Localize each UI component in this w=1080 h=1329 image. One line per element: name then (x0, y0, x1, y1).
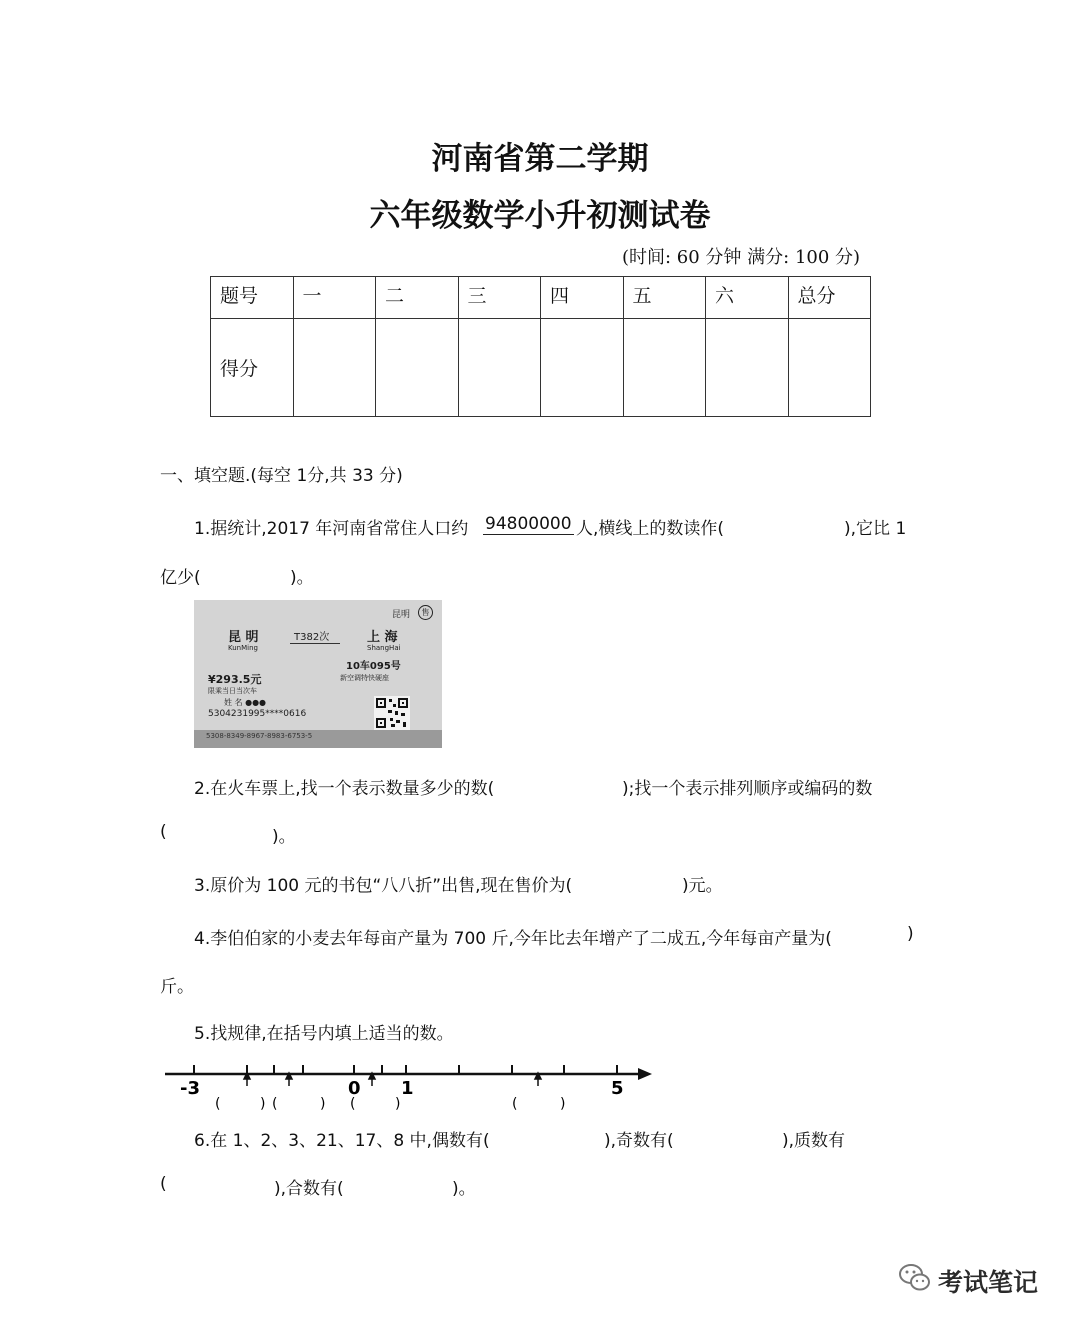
score-input-cell[interactable] (706, 318, 789, 416)
question-3-part2: )元。 (682, 876, 723, 896)
ticket-stamp-icon: 售 (418, 605, 433, 620)
number-line-label: 0 (348, 1078, 361, 1099)
ticket-to: 上 海 (367, 630, 398, 645)
question-2-line2-open: ( (160, 822, 167, 842)
question-2-part2: );找一个表示排列顺序或编码的数 (622, 779, 873, 799)
question-4-part1: 4.李伯伯家的小麦去年每亩产量为 700 斤,今年比去年增产了二成五,今年每亩产量为( (194, 929, 832, 949)
ticket-limit: 限乘当日当次车 (208, 687, 257, 695)
blank-close: ) (320, 1096, 326, 1112)
question-1-part3: ),它比 1 (844, 519, 907, 539)
ticket-serial: 5308-8349-8967-8983-6753-5 (206, 732, 313, 740)
ticket-class: 新空调特快硬座 (340, 674, 389, 682)
time-info: (时间: 60 分钟 满分: 100 分) (622, 247, 861, 268)
page-title: 河南省第二学期 (431, 141, 649, 177)
ticket-id: 5304231995****0616 (208, 709, 307, 719)
ticket-to-en: ShangHai (367, 644, 401, 652)
score-input-cell[interactable] (458, 318, 541, 416)
page-subtitle: 六年级数学小升初测试卷 (369, 198, 711, 234)
score-table (210, 276, 871, 417)
question-4-line2: 斤。 (160, 977, 194, 997)
question-4-part2: ) (907, 924, 914, 944)
wechat-icon (898, 1262, 932, 1294)
ticket-arrow-icon (290, 643, 340, 644)
number-line-label: 1 (401, 1078, 414, 1099)
score-input-cell[interactable] (293, 318, 376, 416)
ticket-from: 昆 明 (228, 630, 259, 645)
ticket-train-number: T382次 (294, 632, 330, 643)
ticket-qr-code-icon (374, 696, 410, 730)
score-cell: 四 (541, 277, 624, 319)
question-1-part2: 人,横线上的数读作( (576, 519, 725, 539)
number-line (160, 1056, 660, 1114)
ticket-name: 姓 名 ●●● (224, 698, 267, 707)
question-6-part3: ),质数有 (782, 1131, 846, 1151)
question-2-part1: 2.在火车票上,找一个表示数量多少的数( (194, 779, 495, 799)
blank-open: ( (215, 1096, 221, 1112)
score-table-score-row (211, 318, 871, 416)
score-input-cell[interactable] (376, 318, 459, 416)
score-input-cell[interactable] (541, 318, 624, 416)
blank-close: ) (560, 1096, 566, 1112)
question-6-line2-open: ( (160, 1174, 167, 1194)
score-cell: 三 (458, 277, 541, 319)
score-cell: 一 (293, 277, 376, 319)
question-1-line2: 亿少( (160, 568, 201, 588)
section-heading: 一、填空题.(每空 1分,共 33 分) (160, 466, 403, 486)
score-cell: 六 (706, 277, 789, 319)
ticket-seat: 10车095号 (346, 661, 401, 672)
question-2-line2-close: )。 (272, 827, 296, 847)
score-cell: 二 (376, 277, 459, 319)
score-row-label: 得分 (211, 318, 294, 416)
ticket-corner: 昆明 (392, 610, 411, 620)
number-line-arrow-icon (638, 1068, 652, 1080)
question-1-line2-end: )。 (290, 568, 314, 588)
question-1-number: 94800000 (485, 514, 572, 534)
blank-close: ) (260, 1096, 266, 1112)
question-3-part1: 3.原价为 100 元的书包“八八折”出售,现在售价为( (194, 876, 573, 896)
question-6-part2: ),奇数有( (604, 1131, 674, 1151)
number-line-label: 5 (611, 1078, 624, 1099)
blank-close: ) (395, 1096, 401, 1112)
score-input-cell[interactable] (788, 318, 871, 416)
score-cell: 总分 (788, 277, 871, 319)
ticket-from-en: KunMing (228, 644, 258, 652)
question-5-text: 5.找规律,在括号内填上适当的数。 (194, 1024, 454, 1044)
number-line-label: -3 (180, 1078, 200, 1099)
blank-open: ( (350, 1096, 356, 1112)
blank-open: ( (512, 1096, 518, 1112)
question-6-part1: 6.在 1、2、3、21、17、8 中,偶数有( (194, 1131, 490, 1151)
question-1-part1: 1.据统计,2017 年河南省常住人口约 (194, 519, 469, 539)
watermark-text: 考试笔记 (938, 1268, 1039, 1297)
blank-open: ( (272, 1096, 278, 1112)
question-6-line2-close: )。 (452, 1179, 476, 1199)
train-ticket-image (194, 600, 442, 748)
score-input-cell[interactable] (623, 318, 706, 416)
ticket-price: ¥293.5元 (208, 673, 262, 686)
score-table-header-row (211, 277, 871, 319)
question-6-line2-mid: ),合数有( (274, 1179, 344, 1199)
score-cell: 五 (623, 277, 706, 319)
score-cell: 题号 (211, 277, 294, 319)
